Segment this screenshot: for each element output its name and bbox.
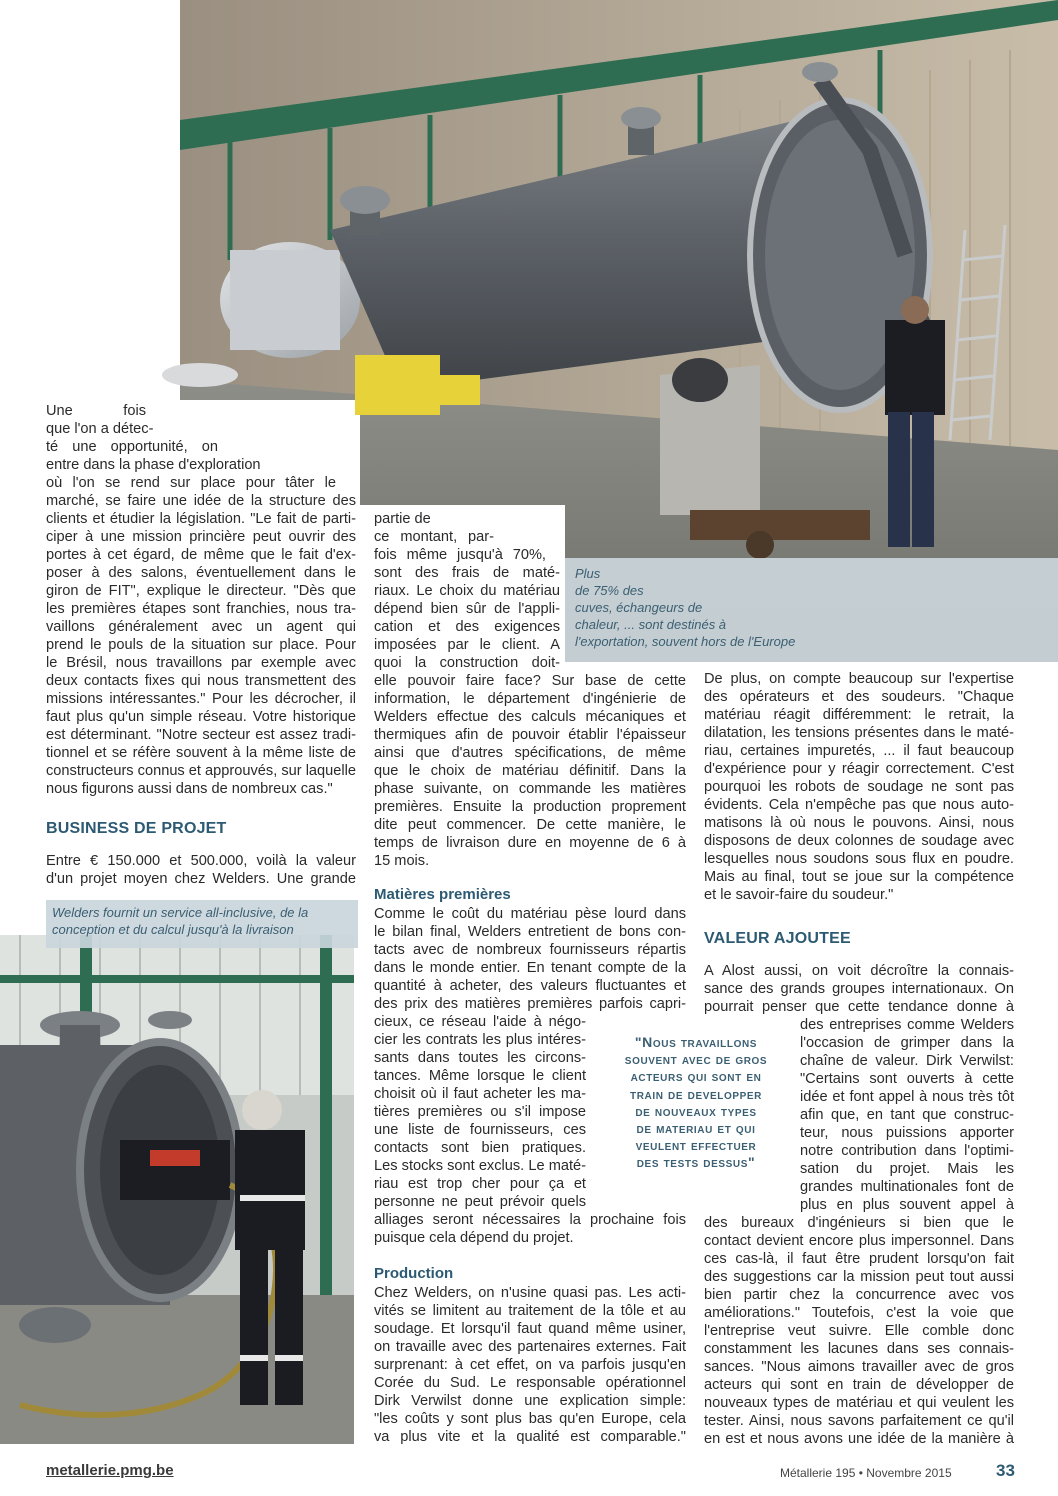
text-line: améliorations." Toutefois, c'est la voie que bbox=[704, 1305, 1014, 1321]
text-line: elle pouvoir faire face? Sur base de cette bbox=[374, 673, 686, 689]
text-line: riaux. Le choix du matériau bbox=[374, 583, 560, 599]
text-line: Comme le coût du matériau pèse lourd dans bbox=[374, 906, 686, 922]
text-line: que l'on a détec- bbox=[46, 421, 154, 437]
text-line: teur, nous puissions apporter bbox=[800, 1125, 1014, 1141]
text-line: faut plus qu'un simple réseau. Votre historique bbox=[46, 709, 356, 725]
caption-line: conception et du calcul jusqu'à la livraison bbox=[52, 922, 294, 937]
text-line: bien partir chez la concurrence avec vos bbox=[704, 1287, 1014, 1303]
text-line: personne ne peut prévoir quels bbox=[374, 1194, 586, 1210]
text-line: alliages seront nécessaires la prochaine fois bbox=[374, 1212, 686, 1228]
footer-website-link[interactable]: metallerie.pmg.be bbox=[46, 1462, 174, 1479]
text-line: giron de FIT", explique le directeur. "Dès que bbox=[46, 583, 356, 599]
text-line: tionnel et se réfère souvent à la même liste de bbox=[46, 745, 356, 761]
text-line: que le choix de matériau définitif. Dans la bbox=[374, 763, 686, 779]
heading-valeur-ajoutee: VALEUR AJOUTEE bbox=[704, 930, 851, 947]
heading-matieres-premieres: Matières premières bbox=[374, 886, 511, 903]
text-line: afin que, en tant que construc- bbox=[800, 1107, 1014, 1123]
column3-valeur-full bbox=[704, 962, 1014, 1016]
text-line: constructeurs connus et approuvés, sur laquelle bbox=[46, 763, 356, 779]
column2-top bbox=[374, 510, 686, 870]
text-line: des suggestions car la mission peut tout aussi bbox=[704, 1269, 1014, 1285]
text-line: Corée du Sud. Le responsable opérationnel bbox=[374, 1375, 686, 1391]
caption-line: chaleur, ... sont destinés à bbox=[575, 617, 727, 632]
text-line: nous figurons aussi dans de nombreux cas." bbox=[46, 781, 333, 797]
text-line: ainsi que d'autres spécifications, de même bbox=[374, 745, 686, 761]
page-number: 33 bbox=[996, 1461, 1015, 1480]
text-line: grandes multinationales font de bbox=[800, 1179, 1014, 1195]
text-line: choisit où il faut acheter les ma- bbox=[374, 1086, 586, 1102]
text-line: où l'on se rend sur place pour tâter le bbox=[46, 475, 336, 491]
text-line: des bureaux d'ingénieurs si bien que le bbox=[704, 1215, 1014, 1231]
text-line: sants dans toutes les circons- bbox=[374, 1050, 586, 1066]
text-line: idée et font appel à nous très tôt bbox=[800, 1089, 1014, 1105]
quote-line: "Nous travaillons bbox=[634, 1034, 758, 1050]
text-line: quantité à acheter, des valeurs fluctuantes et bbox=[374, 978, 686, 994]
text-line: sation du projet. Mais les bbox=[800, 1161, 1014, 1177]
text-line: ciper à une mission princière peut ouvrir des bbox=[46, 529, 356, 545]
text-line: nouveaux types de matériau et qui veulent les bbox=[704, 1395, 1014, 1411]
text-line: prend le pouls de la situation sur place. Pour bbox=[46, 637, 356, 653]
text-line: cation et des exigences bbox=[374, 619, 560, 635]
text-line: contact devient encore plus impersonnel. Dans bbox=[704, 1233, 1014, 1249]
text-line: les premières étapes sont franchies, nous tra- bbox=[46, 601, 356, 617]
text-line: matériau réagit différemment: le retrait, la bbox=[704, 707, 1014, 723]
text-line: riau, certaines impuretés, ... il faut beaucoup bbox=[704, 743, 1014, 759]
column3-top bbox=[704, 670, 1014, 904]
column3-valeur-narrow bbox=[800, 1016, 1014, 1214]
text-line: dite peut commencer. De cette manière, le bbox=[374, 817, 686, 833]
text-line: constamment les lacunes dans ses connais- bbox=[704, 1341, 1014, 1357]
text-line: portes à cet égard, de même que le fait d'ex- bbox=[46, 547, 356, 563]
text-line: dans le monde entier. En tenant compte de la bbox=[374, 960, 686, 976]
text-line: thermiques afin de pouvoir établir l'épaisseur bbox=[374, 727, 686, 743]
text-line: sance des grands groupes internationaux. On bbox=[704, 981, 1014, 997]
text-line: et le savoir-faire du soudeur." bbox=[704, 887, 894, 903]
text-line: plus en plus souvent appel à bbox=[800, 1197, 1014, 1213]
text-line: Welders effectue des calculs mécaniques et bbox=[374, 709, 686, 725]
caption-line: Welders fournit un service all-inclusive, de la bbox=[52, 905, 309, 920]
text-line: ce montant, par- bbox=[374, 529, 494, 545]
caption-line: Plus bbox=[575, 566, 601, 581]
text-line: marché, se faire une idée de la structure des bbox=[46, 493, 356, 509]
text-line: contacts sont bien pratiques. bbox=[374, 1140, 586, 1156]
text-line: notre contribution dans l'optimi- bbox=[800, 1143, 1014, 1159]
column2-production bbox=[374, 1284, 686, 1446]
quote-line: de nouveaux types bbox=[635, 1102, 757, 1119]
text-line: est déterminant. "Notre secteur est assez tradi- bbox=[46, 727, 356, 743]
text-line: on travaille avec des partenaires externes. Fait bbox=[374, 1339, 686, 1355]
text-line: une liste de fournisseurs, ces bbox=[374, 1122, 586, 1138]
bottom-photo-caption bbox=[46, 900, 358, 948]
caption-line: de 75% des bbox=[575, 583, 644, 598]
text-line: Chez Welders, on n'usine quasi pas. Les acti- bbox=[374, 1285, 686, 1301]
text-line: acteurs qui sont en train de développer de bbox=[704, 1377, 1014, 1393]
quote-line: des tests dessus" bbox=[636, 1154, 756, 1171]
text-line: deux contacts fixes qui nous transmettent des bbox=[46, 673, 356, 689]
text-line: Entre € 150.000 et 500.000, voilà la valeur bbox=[46, 853, 356, 869]
caption-line: l'exportation, souvent hors de l'Europe bbox=[575, 634, 796, 649]
column1-business bbox=[46, 852, 356, 888]
quote-line: veulent effectuer bbox=[635, 1137, 757, 1154]
text-line: tacts avec de nombreux fournisseurs répartis bbox=[374, 942, 686, 958]
text-line: chaîne de valeur. Dirk Verwilst: bbox=[800, 1053, 1014, 1069]
text-line: cieux, ce réseau l'aide à négo- bbox=[374, 1014, 586, 1030]
text-line: premières. Ensuite la production proprement bbox=[374, 799, 686, 815]
text-line: information, le département d'ingénierie de bbox=[374, 691, 686, 707]
text-line: fois même jusqu'à 70%, bbox=[374, 547, 546, 563]
text-line: des opérateurs et des soudeurs. "Chaque bbox=[704, 689, 1014, 705]
text-line: tières premières ou s'il impose bbox=[374, 1104, 586, 1120]
text-line: phase suivante, on commande les matières bbox=[374, 781, 686, 797]
column1-intro bbox=[46, 402, 356, 798]
text-line: lesquelles nous soudons sous flux en poudre. bbox=[704, 851, 1014, 867]
text-line: en est et nous avons une idée de la manière à bbox=[704, 1431, 1014, 1447]
text-line: Dirk Verwilst donne une explication simple: bbox=[374, 1393, 686, 1409]
text-line: ces cas-là, il faut être prudent lorsqu'on fait bbox=[704, 1251, 1014, 1267]
text-line: l'entreprise veut suivre. Elle comble donc bbox=[704, 1323, 1014, 1339]
text-line: sont des frais de maté- bbox=[374, 565, 560, 581]
text-line: soudage. Et lorsqu'il faut quand même usiner, bbox=[374, 1321, 686, 1337]
text-line: vaillons généralement avec un agent qui bbox=[46, 619, 356, 635]
text-line: cier les contrats les plus intéres- bbox=[374, 1032, 586, 1048]
text-line: d'expérience pour y réagir correctement. C'est bbox=[704, 761, 1014, 777]
text-line: "les coûts y sont plus bas qu'en Europe, cela bbox=[374, 1411, 686, 1427]
text-line: dépend bien sûr de l'appli- bbox=[374, 601, 560, 617]
text-line: Les stocks sont exclus. Le maté- bbox=[374, 1158, 586, 1174]
text-line: pourquoi les robots de soudage ne sont pas bbox=[704, 779, 1014, 795]
text-line: poser à des salons, éventuellement dans le bbox=[46, 565, 356, 581]
text-line: dilatation, les tensions présentes dans le maté- bbox=[704, 725, 1014, 741]
text-line: l'occasion de grimper dans la bbox=[800, 1035, 1014, 1051]
text-line: temps de livraison dure en moyenne de 6 à bbox=[374, 835, 686, 851]
text-line: puisque cela dépend du projet. bbox=[374, 1230, 574, 1246]
text-line: sances. "Nous aimons travailler avec de gros bbox=[704, 1359, 1014, 1375]
text-line: partie de bbox=[374, 511, 431, 527]
text-line: Une fois bbox=[46, 403, 146, 419]
text-line: clients et étudier la législation. "Le fait de parti- bbox=[46, 511, 356, 527]
text-line: pourrait penser que cette tendance donne à bbox=[704, 999, 1014, 1015]
text-line: A Alost aussi, on voit décroître la connais- bbox=[704, 963, 1014, 979]
text-line: tances. Même lorsque le client bbox=[374, 1068, 586, 1084]
text-line: 15 mois. bbox=[374, 853, 430, 869]
text-line: des entreprises comme Welders bbox=[800, 1017, 1014, 1033]
text-line: Mais au final, tout se joue sur la compétence bbox=[704, 869, 1014, 885]
text-line: De plus, on compte beaucoup sur l'expertise bbox=[704, 671, 1014, 687]
heading-business-de-projet: BUSINESS DE PROJET bbox=[46, 820, 227, 837]
text-line: d'un projet moyen chez Welders. Une grande bbox=[46, 871, 356, 887]
pull-quote bbox=[598, 1034, 794, 1172]
footer-issue: Métallerie 195 • Novembre 2015 bbox=[780, 1466, 952, 1480]
quote-line: souvent avec de gros bbox=[624, 1051, 768, 1068]
column3-valeur-end bbox=[704, 1214, 1014, 1448]
text-line: imposées par le client. A bbox=[374, 637, 560, 653]
text-line: le bilan final, Welders entretient de bons con- bbox=[374, 924, 686, 940]
text-line: des prix des matières premières parfois capri- bbox=[374, 996, 686, 1012]
text-line: vités se limitent au traitement de la tôle et au bbox=[374, 1303, 686, 1319]
heading-production: Production bbox=[374, 1265, 454, 1282]
text-line: matisons là où nous le pouvons. Ainsi, nous bbox=[704, 815, 1014, 831]
text-line: va plus vite et la qualité est comparable." bbox=[374, 1429, 686, 1445]
text-line: tester. Ainsi, nous savons parfaitement ce qu'il bbox=[704, 1413, 1014, 1429]
text-line: évidents. Cela n'empêche pas que nous auto- bbox=[704, 797, 1014, 813]
caption-line: cuves, échangeurs de bbox=[575, 600, 703, 615]
text-line: té une opportunité, on bbox=[46, 439, 218, 455]
text-line: le Brésil, nous travaillons par exemple avec bbox=[46, 655, 356, 671]
quote-line: de materiau et qui bbox=[636, 1120, 756, 1137]
quote-line: acteurs qui sont en bbox=[630, 1068, 762, 1085]
text-line: quoi la construction doit- bbox=[374, 655, 560, 671]
text-line: riau est trop cher pour ça et bbox=[374, 1176, 586, 1192]
text-line: disposons de deux colonnes de soudage avec bbox=[704, 833, 1014, 849]
text-line: missions intéressantes." Pour les décrocher, il bbox=[46, 691, 356, 707]
text-line: "Certains sont ouverts à cette bbox=[800, 1071, 1014, 1087]
text-line: entre dans la phase d'exploration bbox=[46, 457, 261, 473]
text-line: surprenant: à cet effet, on va parfois jusqu'en bbox=[374, 1357, 686, 1373]
quote-line: train de developper bbox=[630, 1085, 762, 1102]
bottom-photo-welder bbox=[0, 935, 354, 1444]
